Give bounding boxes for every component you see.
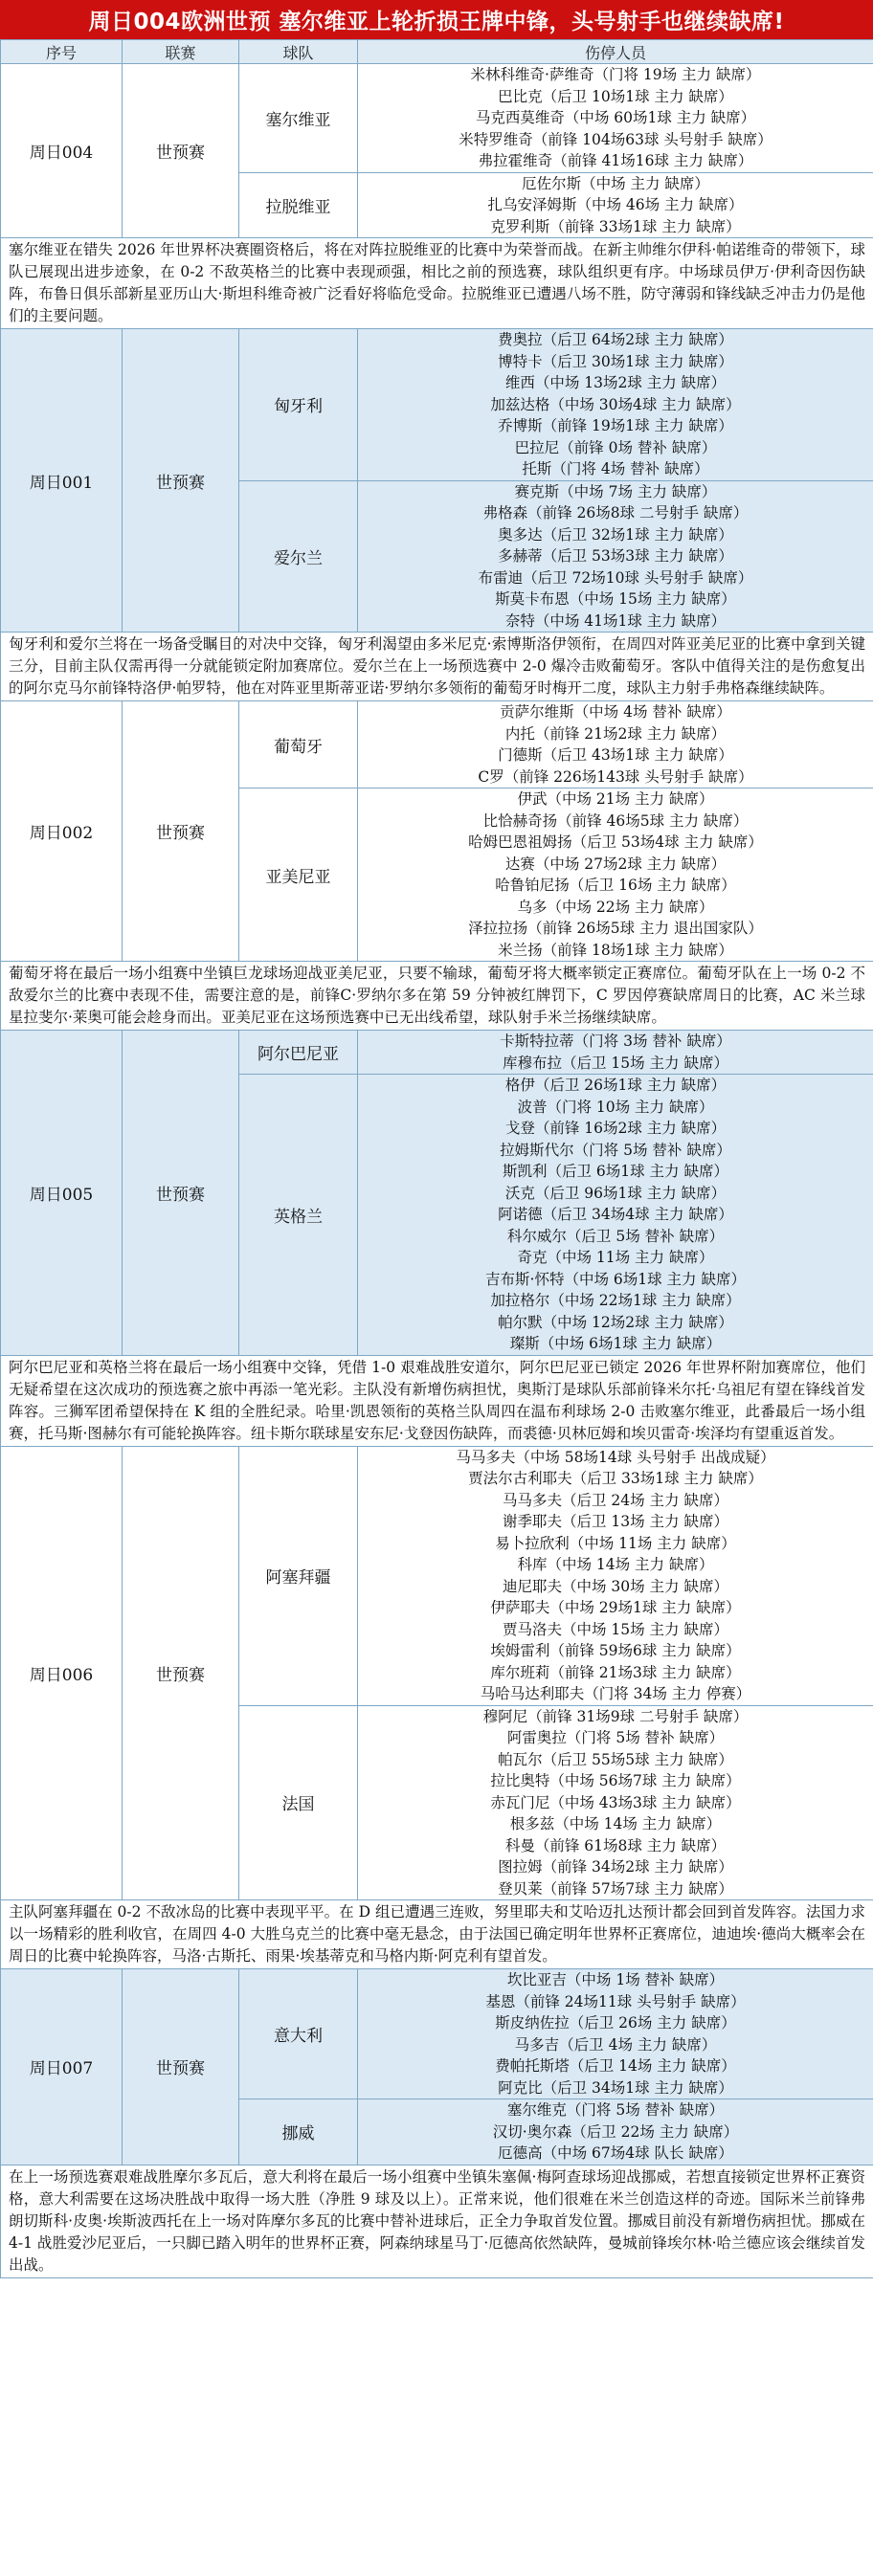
injury-item: 塞尔维克（门将 5场 替补 缺席）	[506, 2101, 725, 2119]
header-league: 联赛	[123, 40, 239, 64]
table-header	[1, 40, 873, 64]
injury-item: 贾马洛夫（中场 15场 主力 缺席）	[502, 1620, 728, 1638]
injury-item: 哈姆巴恩祖姆扬（后卫 53场4球 主力 缺席）	[468, 833, 763, 851]
injury-item: 拉姆斯代尔（门将 5场 替补 缺席）	[500, 1141, 731, 1159]
match-row	[1, 64, 873, 173]
match-league: 世预赛	[123, 64, 239, 238]
injury-list	[358, 1705, 873, 1900]
injury-item: 吉布斯·怀特（中场 6场1球 主力 缺席）	[485, 1270, 746, 1288]
injury-item: 帕尔默（中场 12场2球 主力 缺席）	[498, 1313, 733, 1331]
injury-item: 科曼（前锋 61场8球 主力 缺席）	[504, 1836, 727, 1854]
injury-item: 乔博斯（前锋 19场1球 主力 缺席）	[498, 417, 733, 434]
injury-item: 图拉姆（前锋 34场2球 主力 缺席）	[498, 1858, 733, 1876]
injury-item: 厄佐尔斯（中场 主力 缺席）	[522, 174, 709, 192]
injury-item: 阿雷奥拉（门将 5场 替补 缺席）	[506, 1729, 725, 1746]
match-note-row	[1, 1355, 873, 1446]
match-id: 周日002	[1, 701, 123, 962]
match-table	[0, 39, 873, 2278]
injury-item: 帕瓦尔（后卫 55场5球 主力 缺席）	[498, 1750, 733, 1768]
injury-item: 马多吉（后卫 4场 主力 缺席）	[514, 2035, 717, 2054]
match-preview-text: 阿尔巴尼亚和英格兰将在最后一场小组赛中交锋，凭借 1-0 艰难战胜安道尔，阿尔巴尼亚已锁定 2026 年世界杯附加赛席位，他们无疑希望在这次成功的预选赛之旅中再添一笔光彩。主队没有新增伤病担忧，奥斯汀是球队乐部前锋米尔托·乌祖尼有望在锋线首发阵容。三狮军团希望保持在 K 组的全胜纪录。哈里·凯恩领衔的英格兰队周四在温布利球场 2-0 击败塞尔维亚，此番最后一场小组赛，托马斯·图赫尔有可能轮换阵容。纽卡斯尔联球星安东尼·戈登因伤缺阵，而裘德·贝林厄姆和埃贝雷奇·埃泽均有望重返首发。	[1, 1355, 873, 1446]
injury-item: 斯莫卡布恩（中场 15场 主力 缺席）	[495, 590, 736, 608]
team-name: 塞尔维亚	[239, 64, 358, 173]
header-injury: 伤停人员	[358, 40, 873, 64]
injury-item: 赤瓦门尼（中场 43场3球 主力 缺席）	[490, 1793, 741, 1811]
injury-item: 加拉格尔（中场 22场1球 主力 缺席）	[490, 1292, 741, 1309]
injury-item: 阿克比（后卫 34场1球 主力 缺席）	[498, 2078, 733, 2097]
injury-item: 伊武（中场 21场 主力 缺席）	[517, 790, 714, 808]
match-league: 世预赛	[123, 1446, 239, 1900]
injury-item: 厄德高（中场 67场4球 队长 缺席）	[498, 2144, 733, 2162]
team-name: 拉脱维亚	[239, 172, 358, 238]
team-name: 阿塞拜疆	[239, 1446, 358, 1705]
injury-item: 马哈马达利耶夫（门将 34场 主力 停赛）	[480, 1685, 751, 1702]
injury-list	[358, 172, 873, 238]
team-name: 英格兰	[239, 1075, 358, 1356]
injury-item: 博特卡（后卫 30场1球 主力 缺席）	[498, 352, 733, 370]
injury-list	[358, 1075, 873, 1356]
team-name: 亚美尼亚	[239, 788, 358, 962]
injury-item: 登贝莱（前锋 57场7球 主力 缺席）	[498, 1879, 733, 1898]
match-id: 周日007	[1, 1969, 123, 2165]
injury-item: 巴比克（后卫 10场1球 主力 缺席）	[498, 87, 733, 105]
injury-item: 哈鲁铂尼扬（后卫 16场 主力 缺席）	[495, 877, 736, 894]
injury-item: 汉切·奥尔森（后卫 22场 主力 缺席）	[492, 2122, 739, 2141]
injury-item: 乌多（中场 22场 主力 缺席）	[517, 898, 714, 916]
injury-item: 米林科维奇·萨维奇（门将 19场 主力 缺席）	[470, 66, 761, 83]
injury-item: 费帕托斯塔（后卫 14场 主力 缺席）	[495, 2057, 736, 2075]
header-team: 球队	[239, 40, 358, 64]
injury-list	[358, 1446, 873, 1705]
match-preview-text: 葡萄牙将在最后一场小组赛中坐镇巨龙球场迎战亚美尼亚，只要不输球，葡萄牙将大概率锁定正赛席位。葡萄牙队在上一场 0-2 不敌爱尔兰的比赛中表现不佳，需要注意的是，前锋C·罗纳尔多在第 59 分钟被红牌罚下，C 罗因停赛缺席周日的比赛，AC 米兰球星拉斐尔·莱奥可能会趁身而出。亚美尼亚在这场预选赛中已无出线希望，球队射手米兰扬继续缺席。	[1, 962, 873, 1031]
injury-item: C罗（前锋 226场143球 头号射手 缺席）	[478, 767, 753, 786]
table-body	[1, 64, 873, 2278]
match-id: 周日004	[1, 64, 123, 238]
match-note-row	[1, 238, 873, 329]
injury-item: 坎比亚吉（中场 1场 替补 缺席）	[506, 1971, 725, 1988]
injury-item: 弗格森（前锋 26场8球 二号射手 缺席）	[482, 504, 749, 522]
match-preview-text: 匈牙利和爱尔兰将在一场备受瞩目的对决中交锋，匈牙利渴望由多米尼克·索博斯洛伊领衔，在周四对阵亚美尼亚的比赛中拿到关键三分，目前主队仅需再得一分就能锁定附加赛席位。爱尔兰在上一场预选赛中 2-0 爆冷击败葡萄牙。客队中值得关注的是伤愈复出的阿尔克马尔前锋特洛伊·帕罗特，他在对阵亚里斯蒂亚诺·罗纳尔多领衔的葡萄牙时梅开二度，球队主力射手弗格森继续缺阵。	[1, 633, 873, 701]
page-title: 周日004欧洲世预 塞尔维亚上轮折损王牌中锋，头号射手也继续缺席!	[0, 0, 873, 39]
team-name: 意大利	[239, 1969, 358, 2099]
injury-item: 费奥拉（后卫 64场2球 主力 缺席）	[498, 331, 733, 348]
match-row	[1, 1031, 873, 1075]
injury-item: 贡萨尔维斯（中场 4场 替补 缺席）	[500, 703, 731, 721]
injury-item: 戈登（前锋 16场2球 主力 缺席）	[504, 1120, 727, 1137]
injury-item: 门德斯（后卫 43场1球 主力 缺席）	[498, 746, 733, 764]
match-preview-text: 主队阿塞拜疆在 0-2 不敌冰岛的比赛中表现平平。在 D 组已遭遇三连败，努里耶夫和艾哈迈扎达预计都会回到首发阵容。法国力求以一场精彩的胜利收官，在周四 4-0 大胜乌克兰的比赛中毫无悬念，由于法国已确定明年世界杯正赛席位，迪迪埃·德尚大概率会在周日的比赛中轮换阵容，马洛·古斯托、雨果·埃基蒂克和马格内斯·阿克利有望首发。	[1, 1900, 873, 1969]
team-name: 爱尔兰	[239, 480, 358, 633]
injury-item: 马马多夫（中场 58场14球 头号射手 出战成疑）	[456, 1448, 775, 1466]
injury-item: 达赛（中场 27场2球 主力 缺席）	[504, 855, 727, 873]
injury-item: 泽拉拉扬（前锋 26场5球 主力 退出国家队）	[468, 920, 763, 937]
injury-item: 弗拉霍维奇（前锋 41场16球 主力 缺席）	[478, 152, 753, 169]
match-row	[1, 1446, 873, 1705]
injury-item: 维西（中场 13场2球 主力 缺席）	[504, 374, 727, 391]
team-name: 葡萄牙	[239, 701, 358, 788]
injury-item: 库穆布拉（后卫 15场 主力 缺席）	[502, 1054, 728, 1072]
team-name: 匈牙利	[239, 329, 358, 481]
injury-list	[358, 480, 873, 633]
injury-item: 卡斯特拉蒂（门将 3场 替补 缺席）	[500, 1033, 731, 1050]
match-league: 世预赛	[123, 701, 239, 962]
injury-item: 马克西莫维奇（中场 60场1球 主力 缺席）	[475, 109, 756, 126]
injury-item: 璨斯（中场 6场1球 主力 缺席）	[509, 1335, 722, 1352]
match-id: 周日006	[1, 1446, 123, 1900]
injury-item: 奇克（中场 11场 主力 缺席）	[517, 1249, 714, 1266]
match-note-row	[1, 2165, 873, 2277]
injury-list	[358, 1969, 873, 2099]
injury-item: 基恩（前锋 24场11球 头号射手 缺席）	[485, 1992, 746, 2010]
injury-list	[358, 701, 873, 788]
injury-item: 托斯（门将 4场 替补 缺席）	[522, 460, 709, 477]
injury-item: 库尔班莉（前锋 21场3球 主力 缺席）	[490, 1663, 741, 1681]
injury-item: 内托（前锋 21场2球 主力 缺席）	[504, 724, 727, 743]
injury-item: 埃姆雷利（前锋 59场6球 主力 缺席）	[490, 1642, 741, 1659]
injury-item: 沃克（后卫 96场1球 主力 缺席）	[504, 1184, 727, 1202]
injury-list	[358, 329, 873, 481]
injury-list	[358, 2099, 873, 2165]
match-league: 世预赛	[123, 1031, 239, 1356]
injury-item: 谢季耶夫（后卫 13场 主力 缺席）	[502, 1513, 728, 1530]
injury-item: 斯凯利（后卫 6场1球 主力 缺席）	[502, 1163, 728, 1180]
injury-item: 科尔威尔（后卫 5场 替补 缺席）	[506, 1227, 725, 1245]
injury-item: 根多兹（中场 14场 主力 缺席）	[509, 1815, 722, 1832]
team-name: 阿尔巴尼亚	[239, 1031, 358, 1075]
match-row	[1, 701, 873, 788]
injury-item: 迪尼耶夫（中场 30场 主力 缺席）	[502, 1577, 728, 1595]
injury-item: 克罗利斯（前锋 33场1球 主力 缺席）	[490, 217, 741, 235]
match-note-row	[1, 1900, 873, 1969]
injury-item: 比恰赫奇扬（前锋 46场5球 主力 缺席）	[482, 811, 749, 830]
match-preview-text: 在上一场预选赛艰难战胜摩尔多瓦后，意大利将在最后一场小组赛中坐镇朱塞佩·梅阿查球场迎战挪威，若想直接锁定世界杯正赛资格，意大利需要在这场决胜战中取得一场大胜（净胜 9 球及以上）。正常来说，他们很难在米兰创造这样的奇迹。国际米兰前锋弗朗切斯科·皮奥·埃斯波西托在上一场对阵摩尔多瓦的比赛中替补进球后，正全力争取首发位置。挪威目前没有新增伤病担忧。挪威在 4-1 战胜爱沙尼亚后，一只脚已踏入明年的世界杯正赛，阿森纳球星马丁·厄德高依然缺阵，曼城前锋埃尔林·哈兰德应该会继续首发出战。	[1, 2165, 873, 2277]
injury-item: 贾法尔古利耶夫（后卫 33场1球 主力 缺席）	[468, 1470, 763, 1487]
match-row	[1, 329, 873, 481]
injury-item: 奈特（中场 41场1球 主力 缺席）	[504, 611, 727, 630]
injury-list	[358, 788, 873, 962]
injury-item: 斯皮纳佐拉（后卫 26场 主力 缺席）	[495, 2014, 736, 2032]
injury-item: 扎乌安泽姆斯（中场 46场 主力 缺席）	[487, 196, 744, 213]
header-no: 序号	[1, 40, 123, 64]
injury-item: 奥多达（后卫 32场1球 主力 缺席）	[498, 525, 733, 544]
match-note-row	[1, 633, 873, 701]
injury-item: 拉比奥特（中场 56场7球 主力 缺席）	[490, 1772, 741, 1789]
injury-item: 易卜拉欣利（中场 11场 主力 缺席）	[495, 1534, 736, 1552]
injury-item: 加兹达格（中场 30场4球 主力 缺席）	[490, 395, 741, 413]
match-league: 世预赛	[123, 329, 239, 633]
match-note-row	[1, 962, 873, 1031]
injury-item: 科库（中场 14场 主力 缺席）	[517, 1556, 714, 1573]
injury-item: 多赫蒂（后卫 53场3球 主力 缺席）	[498, 547, 733, 565]
injury-list	[358, 64, 873, 173]
injury-item: 格伊（后卫 26场1球 主力 缺席）	[504, 1077, 727, 1094]
injury-item: 穆阿尼（前锋 31场9球 二号射手 缺席）	[482, 1707, 749, 1725]
match-id: 周日005	[1, 1031, 123, 1356]
injury-item: 阿诺德（后卫 34场4球 主力 缺席）	[498, 1206, 733, 1223]
injury-item: 马马多夫（后卫 24场 主力 缺席）	[502, 1491, 728, 1509]
injury-item: 波普（门将 10场 主力 缺席）	[517, 1098, 714, 1116]
injury-item: 巴拉尼（前锋 0场 替补 缺席）	[514, 438, 717, 456]
injury-list	[358, 1031, 873, 1075]
team-name: 挪威	[239, 2099, 358, 2165]
injury-item: 伊萨耶夫（中场 29场1球 主力 缺席）	[490, 1599, 741, 1616]
injury-item: 米特罗维奇（前锋 104场63球 头号射手 缺席）	[459, 130, 772, 148]
injury-item: 布雷迪（后卫 72场10球 头号射手 缺席）	[478, 568, 753, 587]
match-preview-text: 塞尔维亚在错失 2026 年世界杯决赛圈资格后，将在对阵拉脱维亚的比赛中为荣誉而战。在新主帅维尔伊科·帕诺维奇的带领下，球队已展现出进步迹象，在 0-2 不敌英格兰的比赛中表现顽强，相比之前的预选赛，球队组织更有序。中场球员伊万·伊利奇因伤缺阵，布鲁日俱乐部新星亚历山大·斯坦科维奇被广泛看好将临危受命。拉脱维亚已遭遇八场不胜，防守薄弱和锋线缺乏冲击力仍是他们的主要问题。	[1, 238, 873, 329]
team-name: 法国	[239, 1705, 358, 1900]
match-id: 周日001	[1, 329, 123, 633]
match-league: 世预赛	[123, 1969, 239, 2165]
match-row	[1, 1969, 873, 2099]
injury-item: 米兰扬（前锋 18场1球 主力 缺席）	[498, 941, 733, 959]
injury-item: 赛克斯（中场 7场 主力 缺席）	[514, 482, 717, 500]
